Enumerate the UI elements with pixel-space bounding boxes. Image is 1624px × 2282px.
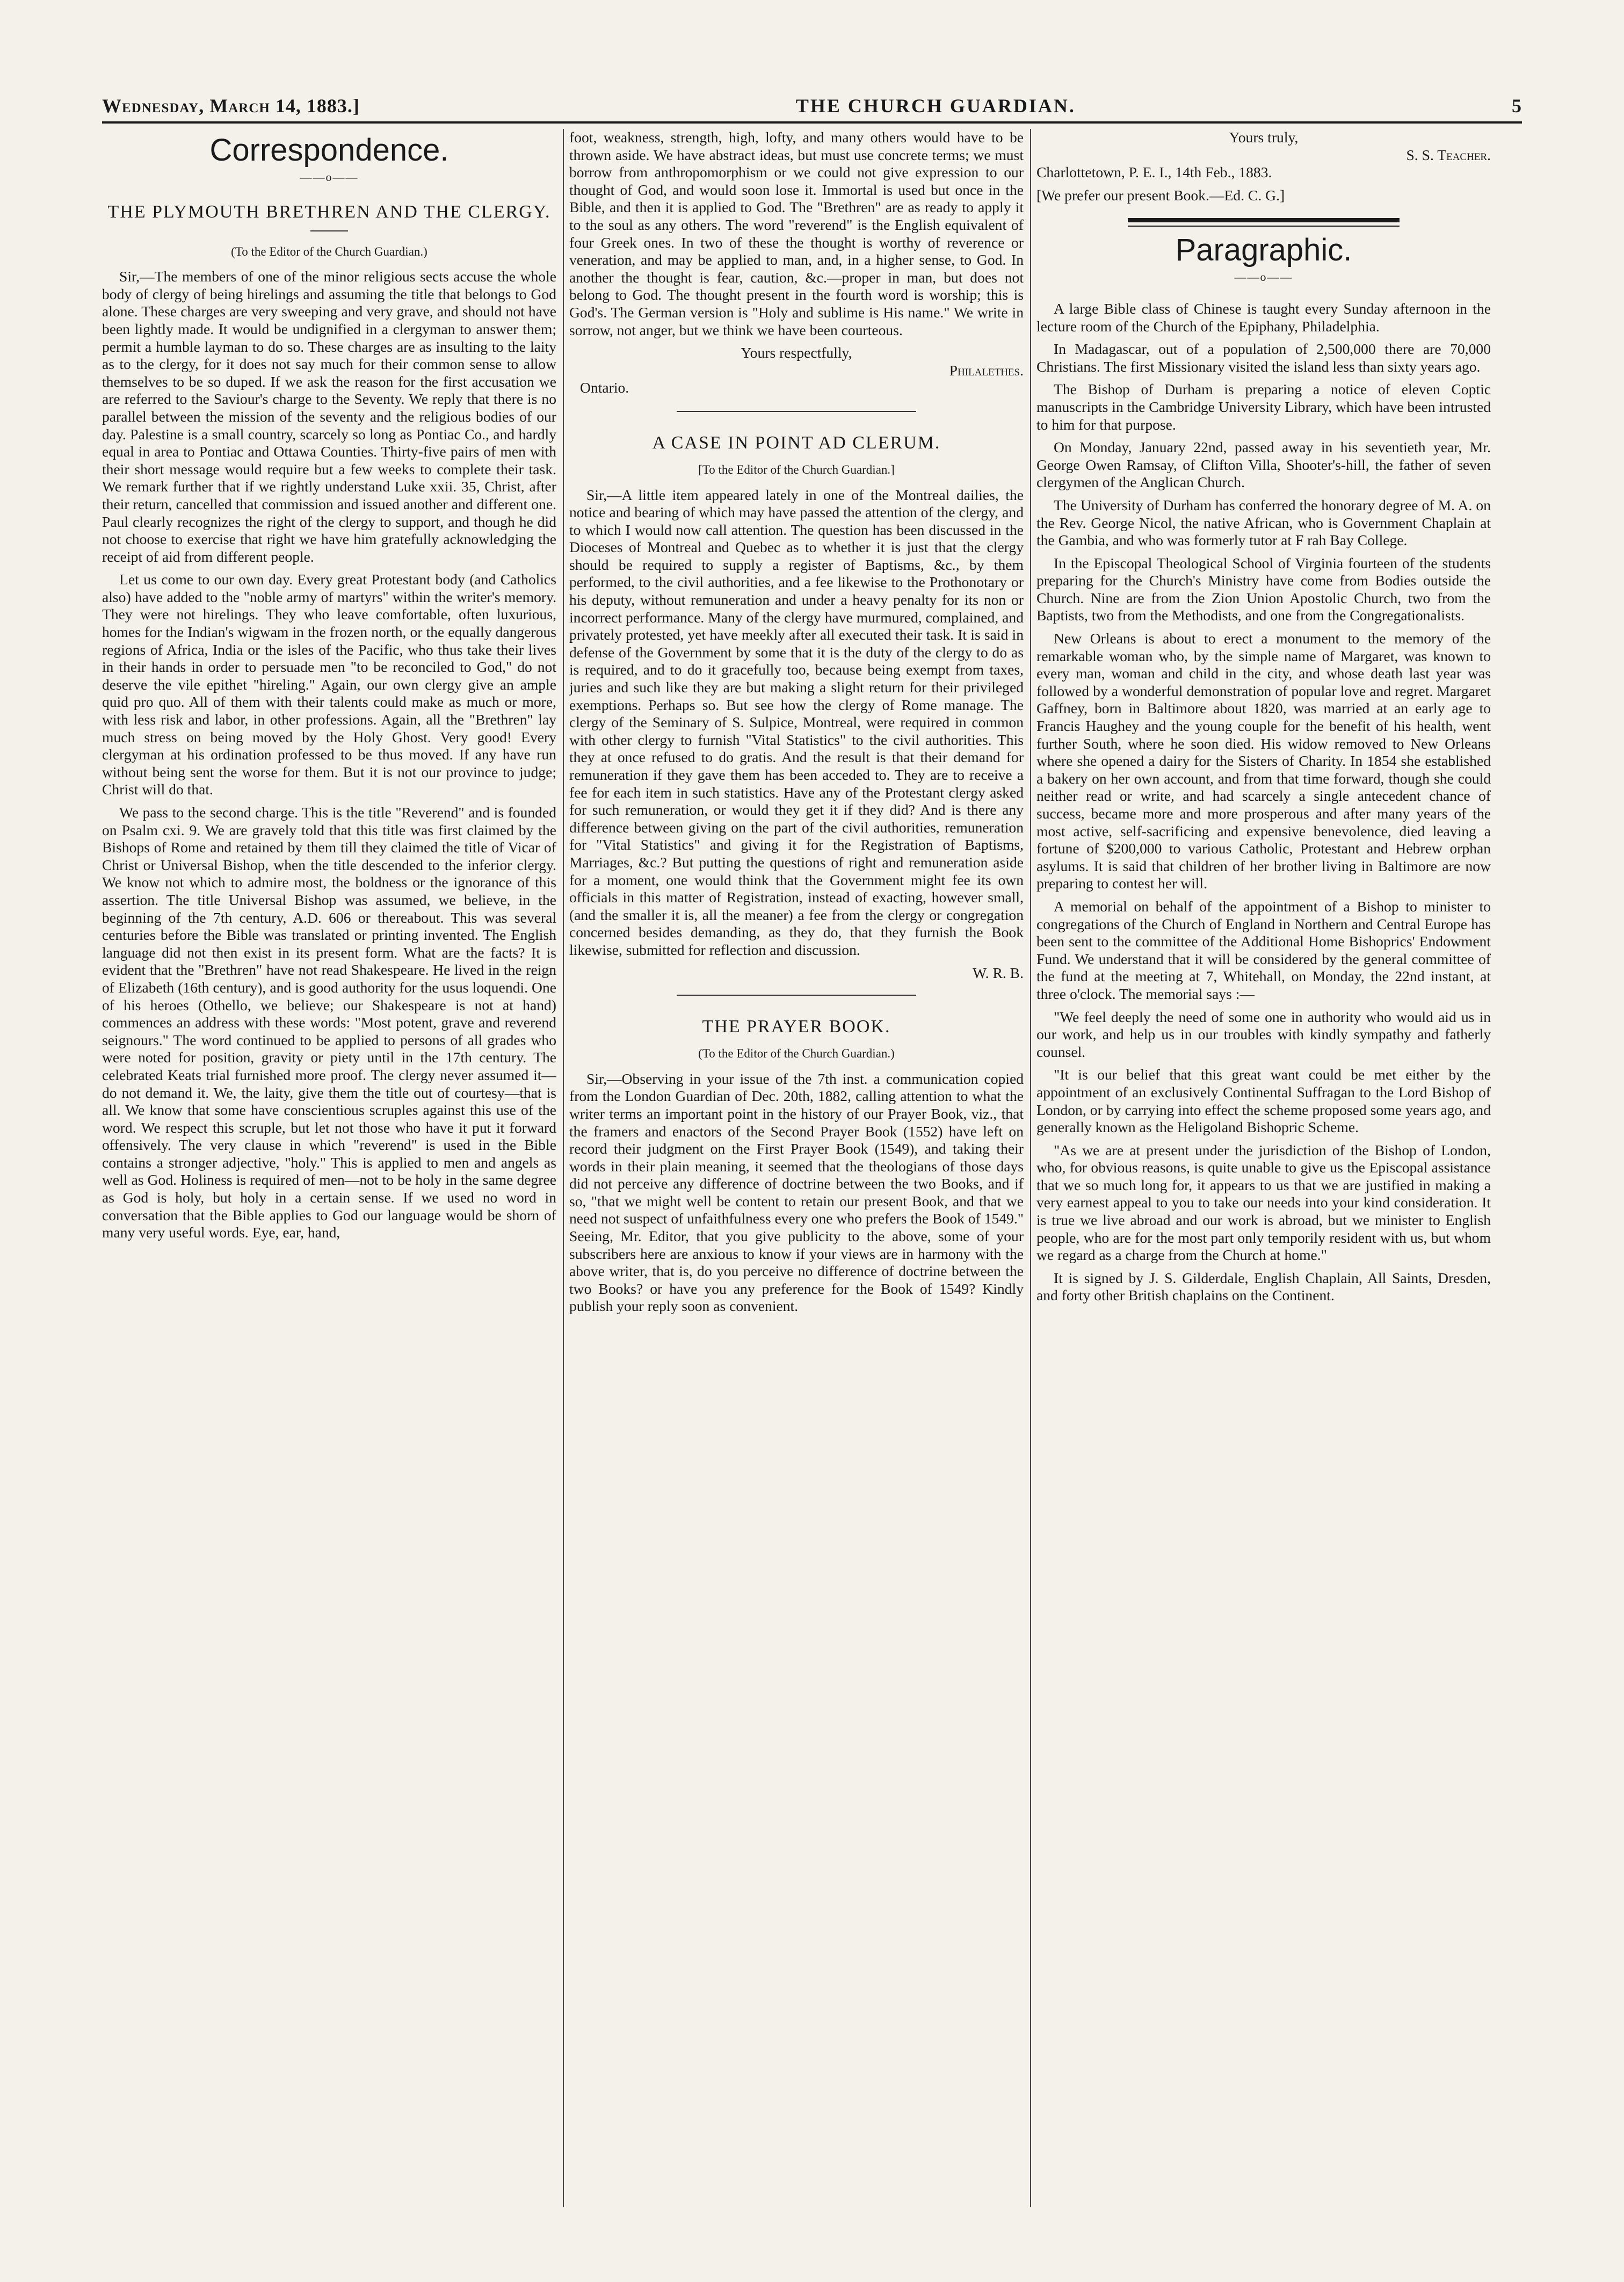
section-title-correspondence: Correspondence.: [209, 133, 449, 168]
editor-reply: [We prefer our present Book.—Ed. C. G.]: [1036, 186, 1285, 204]
paragraph: Sir,—The members of one of the minor religious sects accuse the whole body of clergy of being hirelings and assuming the title that belongs to God alone. These charges are very sweeping and very grave, and should not have been lightly made. It would be undignified in a clergyman to answer them; permit a humble layman to do so. These charges are as insulting to the laity as to the clergy, for it does not say much for their common sense to allow themselves to be so duped. If we ask the reason for the first accusation we are referred to the Saviour's charge to the Seventy. We reply that there is no parallel between the mission of the seventy and the religious bodies of our day. Palestine is a small country, scarcely so long as Pontiac Co., and hardly equal in area to Pontiac and Ottawa Counties. Thirty-five pairs of men with their short message would require but a few weeks to complete their task. We remark further that if we rightly understand Luke xxii. 35, Christ, after their return, cancelled that commission and issued another and different one. Paul clearly recognizes the right of the clergy to support, and though he did not choose to exercise that right we have him gratefully acknowledging the receipt of aid from different people.: [102, 268, 556, 565]
article-title: THE PRAYER BOOK.: [702, 1017, 891, 1037]
page-header: [102, 90, 1522, 124]
page-number: 5: [1512, 95, 1522, 117]
issue-date: Wednesday, March 14, 1883.]: [102, 95, 360, 117]
section-title-paragraphic: Paragraphic.: [1175, 233, 1352, 268]
section-ornament: ——o——: [1234, 270, 1293, 284]
paragraph-item: "It is our belief that this great want could be met either by the appointment of an exclusively Continental Suffragan to the Lord Bishop of London, or by carrying into effect the scheme proposed some years ago, and generally known as the Heligoland Bishopric Scheme.: [1036, 1066, 1491, 1136]
divider: [310, 230, 348, 231]
paragraph: foot, weakness, strength, high, lofty, and many others would have to be thrown aside. We have abstract ideas, but must use concrete terms; we must borrow from anthropomorphism or we could not give expression to our thought of God, and would soon lose it. Immortal is used but once in the Bible, and then it is applied to God. The "Brethren" are as ready to apply it to the soul as any others. The word "reverend" is the English equivalent of four Greek ones. In two of these the thought is worthy of reverence or veneration, and may be applied to man, and, in a higher sense, to God. In another the thought is fear, caution, &c.—proper in man, but does not belong to God. The thought present in the fourth word is worship; this is God's. The German version is "Holy and sublime is His name." We write in sorrow, not anger, but we think we have been courteous.: [569, 129, 1024, 338]
paragraph-item: On Monday, January 22nd, passed away in his seventieth year, Mr. George Owen Ramsay, of Clifton Villa, Shooter's-hill, the father of seven clergymen of the Anglican Church.: [1036, 439, 1491, 491]
paragraph: Sir,—Observing in your issue of the 7th inst. a communication copied from the London Guardian of Dec. 20th, 1882, calling attention to what the writer terms an important point in the history of our Prayer Book, viz., that the framers and enactors of the Second Prayer Book (1552) have left on record their judgment on the First Prayer Book (1549), and taking their words in their plain meaning, it seemed that the theologians of those days did not perceive any difference of doctrine between the two Books, and if so, "that we might well be content to retain our present Book, and that we need not suspect of unfaithfulness every one who prefers the Book of 1549." Seeing, Mr. Editor, that you give publicity to the above, some of your subscribers here are anxious to know if your views are in harmony with the above writer, that is, do you perceive no difference of doctrine between the two Books? or have you any preference for the Book of 1549? Kindly publish your reply soon as convenient.: [569, 1070, 1024, 1315]
paragraph: Sir,—A little item appeared lately in one of the Montreal dailies, the notice and bearing of which may have passed the attention of the clergy, and to which I would now call attention. The question has been discussed in the Dioceses of Montreal and Quebec as to whether it is just that the clergy should be required to supply a register of Baptisms, &c., by them performed, to the civil authorities, and a fee likewise to the Prothonotary or his deputy, without remuneration and under a heavy penalty for its non or incorrect performance. Many of the clergy have murmured, complained, and privately protested, yet have meekly after all executed their task. It is said in defense of the Government by some that it is the duty of the clergy to do as is required, and to do it gracefully too, because being exempt from taxes, juries and such like they are but making a slight return for their privileged exemptions. Perhaps so. But see how the clergy of Rome manage. The clergy of the Seminary of S. Sulpice, Montreal, were required in common with other clergy to furnish "Vital Statistics" to the civil authorities. This they at once refused to do gratis. And the result is that their demand for remuneration if they gave them has been acceded to. They are to receive a fee for each item in such statistics. Have any of the Protestant clergy asked for such remuneration, or would they get it if they did? And is there any difference between giving on the part of the civil authorities, remuneration for "Vital Statistics" and giving it for the Registration of Baptisms, Marriages, &c.? But putting the questions of right and remuneration aside for a moment, one would think that the Government might fee its own officials in this matter of Registration, instead of exacting, however small, (and the smaller it is, all the meaner) a fee from the clergy or congregation concerned besides demanding, as they do, that they furnish the Book likewise, submitted for reflection and discussion.: [569, 486, 1024, 958]
divider: [569, 405, 1024, 422]
column-rule: [1030, 129, 1031, 2207]
paragraph-item: New Orleans is about to erect a monument to the memory of the remarkable woman who, by the simple name of Margaret, was known to every man, woman and child in the city, and whose death last year was followed by a wonderful demonstration of popular love and regret. Margaret Gaffney, born in Baltimore about 1820, was married at an early age to Francis Haughey and the young couple for the benefit of his health, went further South, where he soon died. His widow removed to New Orleans where she opened a dairy for the Sisters of Charity. In 1854 she established a bakery on her own account, and from that time forward, though she could neither read or write, and had scarcely a single antecedent chance of success, became more and more prosperous and after many years of the most active, self-sacrificing and expensive benevolence, died leaving a fortune of $200,000 to various Catholic, Protestant and Hebrew orphan asylums. It is said that children of her brother living in Baltimore are now preparing to contest her will.: [1036, 630, 1491, 892]
article-title: THE PLYMOUTH BRETHREN AND THE CLERGY.: [107, 201, 551, 222]
signature: Philalethes.: [949, 361, 1024, 379]
paragraph-item: In the Episcopal Theological School of Virginia fourteen of the students preparing for the Church's Ministry have come from Bodies outside the Church. Nine are from the Zion Union Apostolic Church, two from the Baptists, two from the Methodists, and one from the Congregationalists.: [1036, 554, 1491, 624]
signature: S. S. Teacher.: [1406, 146, 1491, 163]
editor-note: (To the Editor of the Church Guardian.): [231, 244, 427, 258]
editor-note: (To the Editor of the Church Guardian.): [698, 1047, 895, 1061]
paragraph-item: "We feel deeply the need of some one in authority who would aid us in our work, and help us in our troubles with kindly sympathy and fatherly counsel.: [1036, 1008, 1491, 1060]
paragraph-item: The University of Durham has conferred the honorary degree of M. A. on the Rev. George Nicol, the native African, who is Government Chaplain at the Gambia, and who was formerly tutor at F rah Bay College.: [1036, 496, 1491, 549]
paragraph: Let us come to our own day. Every great Protestant body (and Catholics also) have added to the "noble army of martyrs" within the writer's memory. They were not hirelings. They who leave comfortable, often luxurious, homes for the Indian's wigwam in the frozen north, or the equally dangerous regions of Africa, India or the isles of the Pacific, who thus take their lives in their hands in order to persuade men "to be reconciled to God," do not deserve the vile epithet "hireling." Again, our own clergy give an ample quid pro quo. All of them with their talents could make as much or more, with less risk and labor, in other professions. Again, all the "Brethren" lay much stress on being moved by the Holy Ghost. Very good! Every clergyman at his ordination professed to be thus moved. If any have run without being sent the worse for them. But it is not our province to judge; Christ will do that.: [102, 571, 556, 798]
section-ornament: ——o——: [300, 170, 359, 184]
column-2: [569, 129, 1024, 2207]
article-title: A CASE IN POINT AD CLERUM.: [652, 432, 941, 453]
masthead-title: THE CHURCH GUARDIAN.: [795, 95, 1076, 117]
column-rule: [563, 129, 564, 2207]
column-3: [1036, 129, 1491, 2207]
editor-note: [To the Editor of the Church Guardian.]: [698, 462, 895, 476]
paragraph-item: A large Bible class of Chinese is taught every Sunday afternoon in the lecture room of the Church of the Epiphany, Philadelphia.: [1036, 300, 1491, 335]
paragraph-item: In Madagascar, out of a population of 2,500,000 there are 70,000 Christians. The first Missionary visited the island less than sixty years ago.: [1036, 341, 1491, 375]
column-1: [102, 129, 556, 2207]
heavy-rule: [1128, 218, 1400, 222]
paragraph-item: The Bishop of Durham is preparing a notice of eleven Coptic manuscripts in the Cambridge University Library, which have been intrusted to him for that purpose.: [1036, 381, 1491, 433]
paragraph: We pass to the second charge. This is the title "Reverend" and is founded on Psalm cxi. 9. We are gravely told that this title was first claimed by the Bishops of Rome and retained by them till they claimed the title of Vicar of Christ or Universal Bishop, when the title descended to the inferior clergy. We know not which to admire most, the boldness or the ignorance of this assertion. The title Universal Bishop was assumed, we believe, in the beginning of the 7th century, A.D. 606 or thereabout. This was several centuries before the Bible was translated or printing invented. The English language did not then exist in its present form. What are the facts? It is evident that the "Brethren" have not read Shakespeare. He lived in the reign of Elizabeth (16th century), and is good authority for the usus loquendi. One of his heroes (Othello, we believe; our Shakespeare is not at hand) commences an address with these words: "Most potent, grave and reverend seignours." The word continued to be applied to persons of all grades who were noted for position, gravity or piety until in the 17th century. The celebrated Keats trial furnished more proof. The clergy never assumed it—do not demand it. We, the laity, give them the title out of courtesy—that is all. We know that some have conscientious scruples against this use of the word. We respect this scruple, but let not those who have it put it forward offensively. The very clause in which "reverend" is used in the Bible contains a stronger adjective, "holy." This is applied to men and angels as well as God. Holiness is required of men—not to be holy in the same degree as God is holy, but holy in a certain sense. If we used no word in conversation that the Bible applies to God our language would be shorn of many very useful words. Eye, ear, hand,: [102, 804, 556, 1241]
closing: Yours respectfully,: [741, 344, 852, 361]
signature: W. R. B.: [973, 964, 1024, 981]
divider: [569, 989, 1024, 1005]
place: Charlottetown, P. E. I., 14th Feb., 1883.: [1036, 164, 1272, 181]
paragraph-item: "As we are at present under the jurisdiction of the Bishop of London, who, for obvious reasons, is quite unable to give us the Episcopal assistance that we so much long for, it appears to us that we are justified in making a very earnest appeal to you to take our needs into your kind consideration. It is true we live abroad and our work is abroad, but we minister to English people, who are for the most part only temporily resident with us, but whom we regard as a charge from the Church at home.": [1036, 1141, 1491, 1264]
light-rule: [1128, 226, 1400, 227]
paragraph-item: A memorial on behalf of the appointment of a Bishop to minister to congregations of the Church of England in Northern and Central Europe has been sent to the committee of the Additional Home Bishoprics' Endowment Fund. We understand that it will be considered by the general committee of the fund at the meeting at 7, Whitehall, on Monday, the 22nd instant, at three o'clock. The memorial says :—: [1036, 897, 1491, 1002]
place: Ontario.: [580, 379, 629, 396]
paragraph-item: It is signed by J. S. Gilderdale, English Chaplain, All Saints, Dresden, and forty other British chaplains on the Continent.: [1036, 1269, 1491, 1304]
closing: Yours truly,: [1229, 129, 1299, 146]
